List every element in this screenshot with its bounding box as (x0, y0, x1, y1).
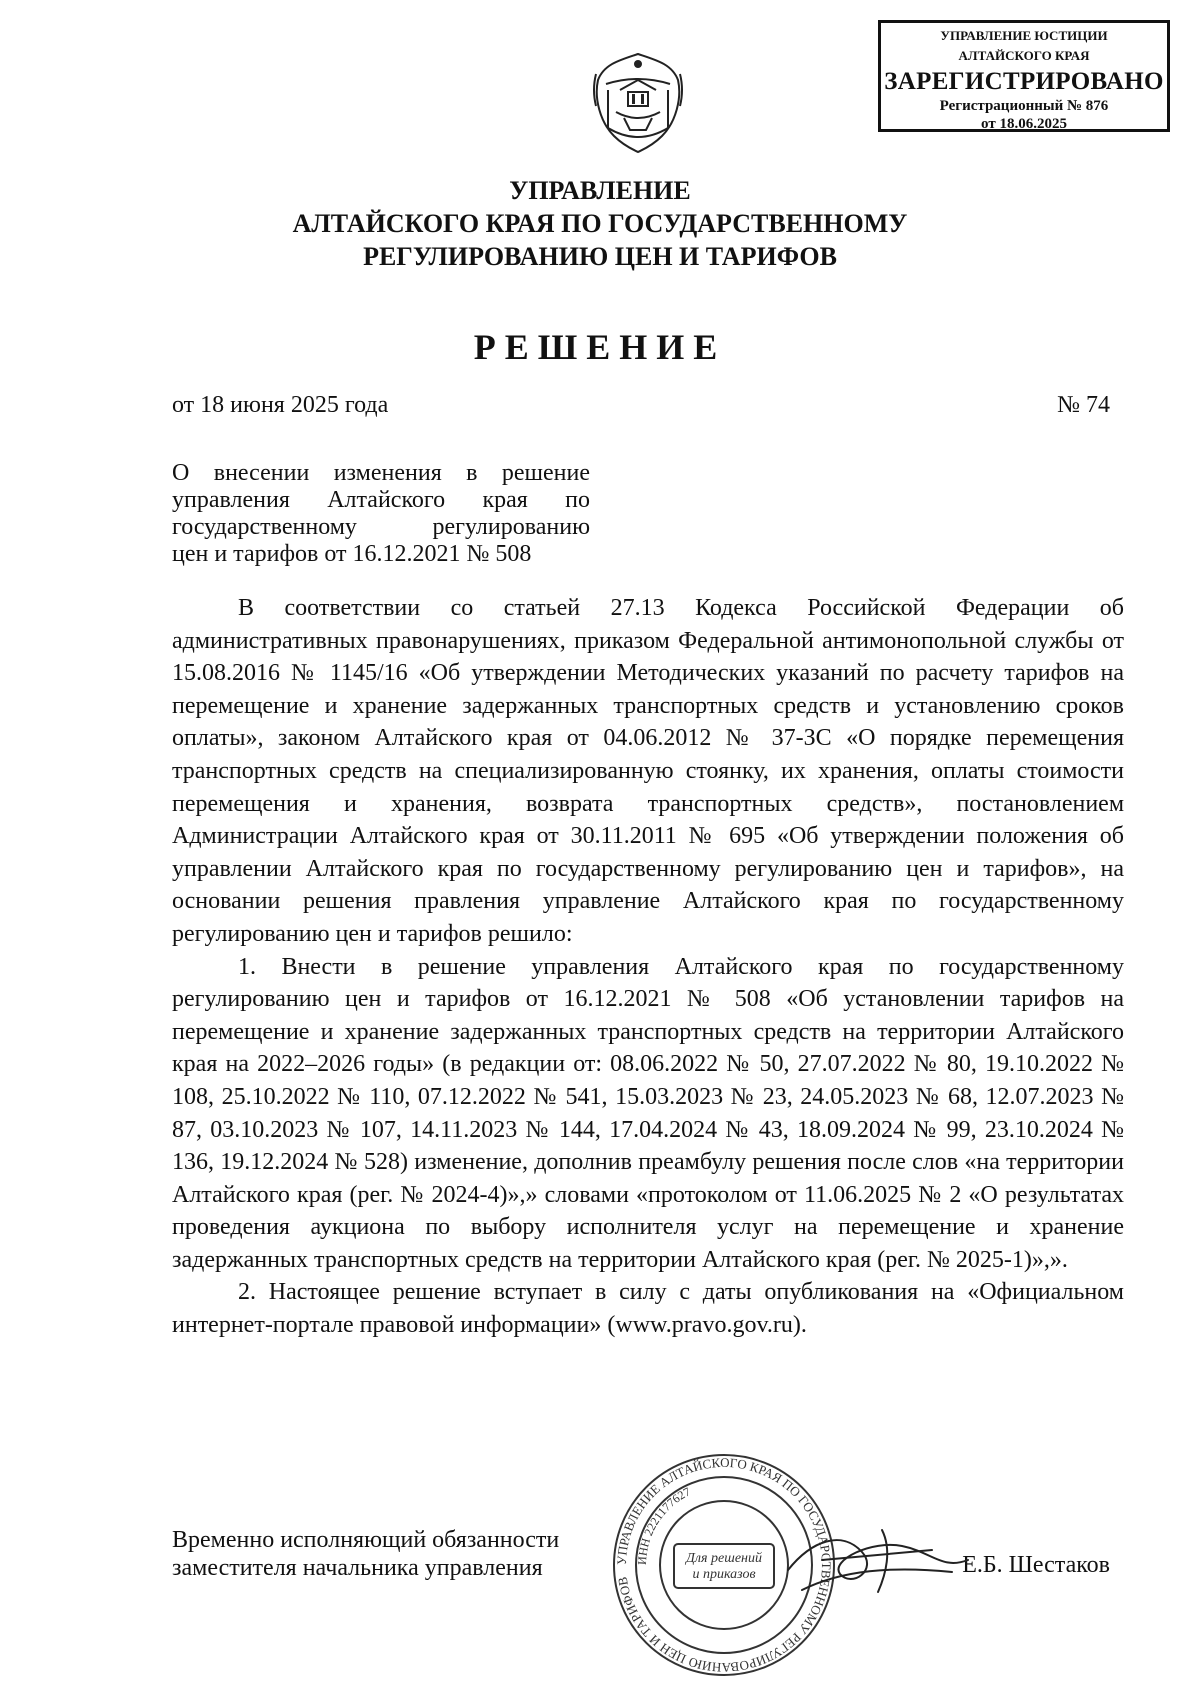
document-date: от 18 июня 2025 года (172, 392, 389, 418)
subject-line: цен и тарифов от 16.12.2021 № 508 (172, 541, 532, 567)
stamp-reg-number: Регистрационный № 876 (939, 98, 1109, 114)
subject-line: О внесении изменения в решение (172, 460, 590, 486)
signatory-name: Е.Б. Шестаков (962, 1552, 1110, 1578)
stamp-org-line1: УПРАВЛЕНИЕ ЮСТИЦИИ (940, 28, 1108, 43)
org-title-line1: УПРАВЛЕНИЕ (509, 176, 691, 205)
seal-center-line2: и приказов (692, 1567, 756, 1582)
position-line: заместителя начальника управления (172, 1555, 543, 1581)
document-type: РЕШЕНИЕ (473, 327, 727, 367)
stamp-reg-date: от 18.06.2025 (981, 116, 1067, 132)
signatory-position (172, 1526, 559, 1582)
seal-center-line1: Для решений (686, 1551, 762, 1566)
document-subject (172, 460, 590, 568)
handwritten-signature-icon (782, 1500, 972, 1610)
document-number: № 74 (1057, 392, 1110, 418)
preamble-paragraph: В соответствии со статьей 27.13 Кодекса Российской Федерации об административных правонарушениях, приказом Федеральной антимонопольной службы от 15.08.2016 № 1145/16 «Об утверждении Методических указаний по расчету тарифов на перемещение и хранение задержанных транспортных средств и установлению сроков оплаты», законом Алтайского края от 04.06.2012 № 37-ЗС «О порядке перемещения транспортных средств на специализированную стоянку, их хранения, оплаты стоимости перемещения и хранения, возврата транспортных средств», постановлением Администрации Алтайского края от 30.11.2011 № 695 «Об утверждении положения об управлении Алтайского края по государственному регулированию цен и тарифов», на основании решения правления управление Алтайского края по государственному регулированию цен и тарифов решило: (172, 595, 1124, 947)
registration-stamp (878, 20, 1170, 132)
item-1-paragraph: 1. Внести в решение управления Алтайского края по государственному регулированию цен и тарифов от 16.12.2021 № 508 «Об установлении тарифов на перемещение и хранение задержанных транспортных средств на территории Алтайского края на 2022–2026 годы» (в редакции от: 08.06.2022 № 50, 27.07.2022 № 80, 19.10.2022 № 108, 25.10.2022 № 110, 07.12.2022 № 541, 15.03.2023 № 23, 24.05.2023 № 68, 12.07.2023 № 87, 03.10.2023 № 107, 14.11.2023 № 144, 17.04.2024 № 43, 18.09.2024 № 99, 23.10.2024 № 136, 19.12.2024 № 528) изменение, дополнив преамбулу решения после слов «на территории Алтайского края (рег. № 2024-4)»,» словами «протоколом от 11.06.2025 № 2 «О результатах проведения аукциона по выбору исполнителя услуг на перемещение и хранение задержанных транспортных средств на территории Алтайского края (рег. № 2025-1)»,». (172, 953, 1124, 1273)
coat-of-arms-icon (590, 50, 686, 154)
seal-ring-text: УПРАВЛЕНИЕ АЛТАЙСКОГО КРАЯ ПО ГОСУДАРСТВЕННОМУ РЕГУЛИРОВАНИЮ ЦЕН И ТАРИФОВ (613, 1454, 835, 1676)
item-2-paragraph: 2. Настоящее решение вступает в силу с даты опубликования на «Официальном интернет-портале правовой информации» (www.pravo.gov.ru). (172, 1279, 1124, 1339)
stamp-org-line2: АЛТАЙСКОГО КРАЯ (958, 48, 1090, 63)
org-title-line2: АЛТАЙСКОГО КРАЯ ПО ГОСУДАРСТВЕННОМУ (292, 209, 908, 238)
document-body (172, 592, 1124, 1342)
seal-inn-text: ИНН 2221177627 (634, 1484, 693, 1566)
stamp-status: ЗАРЕГИСТРИРОВАНО (884, 68, 1164, 95)
subject-line: управления Алтайского края по (172, 487, 590, 513)
subject-line: государственному регулированию (172, 514, 590, 540)
position-line: Временно исполняющий обязанности (172, 1527, 560, 1553)
org-title-line3: РЕГУЛИРОВАНИЮ ЦЕН И ТАРИФОВ (363, 242, 837, 271)
